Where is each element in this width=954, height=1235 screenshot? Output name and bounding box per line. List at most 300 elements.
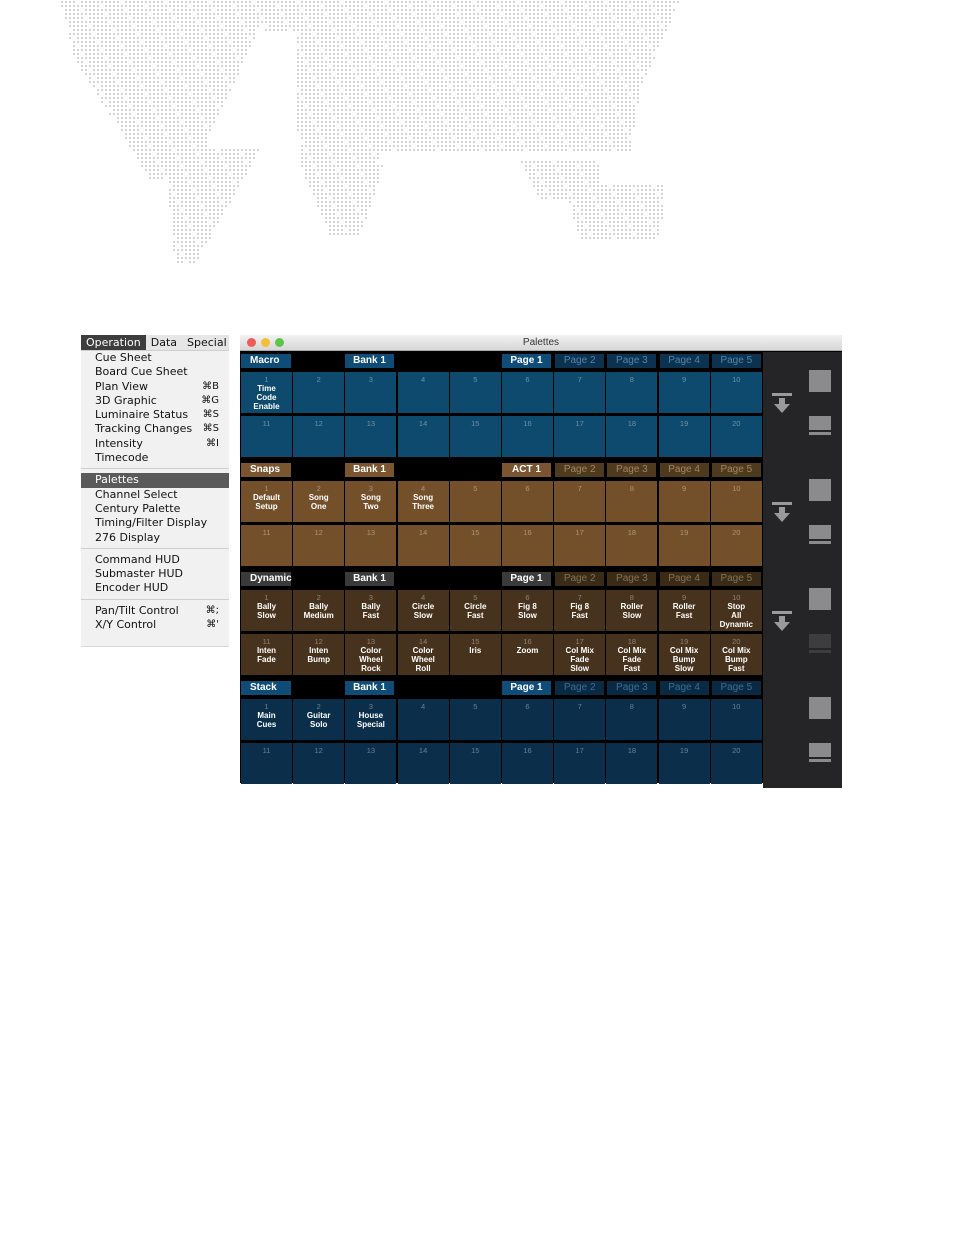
page-button-2[interactable]: Page 2 xyxy=(555,572,604,586)
menu-item-shortcut: ⌘' xyxy=(206,619,219,631)
palette-cell[interactable] xyxy=(502,699,553,740)
square-button[interactable] xyxy=(809,697,831,719)
cell-number: 3 xyxy=(368,484,373,493)
menu-separator xyxy=(81,468,229,469)
palette-cell[interactable] xyxy=(450,590,501,631)
palette-cell[interactable] xyxy=(711,743,762,784)
menu-item-label: 276 Display xyxy=(95,530,161,544)
cell-number: 14 xyxy=(418,528,428,537)
menu-item-intensity[interactable] xyxy=(81,437,229,451)
cell-label: Roller Slow xyxy=(620,602,644,620)
cell-label: Roller Fast xyxy=(672,602,696,620)
palette-cell[interactable] xyxy=(241,634,292,675)
page-button-5[interactable]: Page 5 xyxy=(712,354,761,368)
menu-item-channel-select[interactable] xyxy=(81,488,229,502)
menu-separator xyxy=(81,599,229,600)
palette-section-snaps xyxy=(240,461,842,570)
palette-cell[interactable] xyxy=(711,590,762,631)
menu-item-shortcut: ⌘; xyxy=(205,604,219,616)
cell-number: 9 xyxy=(682,593,687,602)
page-button-3[interactable]: Page 3 xyxy=(607,681,656,695)
menu-item-shortcut: ⌘G xyxy=(201,394,219,406)
menu-item-label: Intensity xyxy=(95,436,143,450)
menu-item-palettes[interactable] xyxy=(81,473,229,487)
palette-cell[interactable] xyxy=(502,590,553,631)
page-button-1[interactable]: ACT 1 xyxy=(502,463,551,477)
cell-number: 5 xyxy=(473,375,478,384)
palette-cell[interactable] xyxy=(345,416,396,457)
cell-number: 6 xyxy=(525,593,530,602)
menu-tab-data[interactable]: Data xyxy=(150,336,178,349)
palettes-window xyxy=(240,335,842,783)
cell-number: 8 xyxy=(629,702,634,711)
cell-label: Inten Bump xyxy=(307,646,331,664)
section-title[interactable]: Dynamic xyxy=(241,572,291,586)
cell-label: Guitar Solo xyxy=(306,711,331,729)
palette-cell[interactable] xyxy=(606,372,657,413)
cell-number: 6 xyxy=(525,375,530,384)
palette-cell[interactable] xyxy=(659,416,710,457)
palette-cell[interactable] xyxy=(293,699,344,740)
palette-cell[interactable] xyxy=(502,416,553,457)
palette-cell[interactable] xyxy=(450,699,501,740)
cell-number: 10 xyxy=(732,702,741,711)
cell-number: 19 xyxy=(679,746,689,755)
palette-cell[interactable] xyxy=(659,481,710,522)
menu-item-century-palette[interactable] xyxy=(81,502,229,516)
section-side-panel xyxy=(763,570,842,679)
cell-number: 14 xyxy=(418,419,428,428)
menu-item-label: Submaster HUD xyxy=(95,567,184,581)
zoom-button[interactable] xyxy=(275,338,284,347)
panel-toggle-top xyxy=(809,416,831,430)
cell-number: 7 xyxy=(577,375,582,384)
palette-cell[interactable] xyxy=(711,634,762,675)
palette-cell[interactable] xyxy=(450,743,501,784)
cell-number: 3 xyxy=(368,702,373,711)
palette-cell[interactable] xyxy=(293,416,344,457)
cell-number: 3 xyxy=(368,593,373,602)
palette-cell[interactable] xyxy=(345,372,396,413)
palette-cell[interactable] xyxy=(606,416,657,457)
palette-cell[interactable] xyxy=(345,525,396,566)
cell-number: 4 xyxy=(421,484,426,493)
page-button-2[interactable]: Page 2 xyxy=(555,681,604,695)
menu-bar xyxy=(81,335,229,351)
palette-cell[interactable] xyxy=(450,481,501,522)
cell-number: 19 xyxy=(679,419,689,428)
palette-section-stack xyxy=(240,679,842,788)
palette-cell[interactable] xyxy=(398,372,449,413)
cell-label: Bally Slow xyxy=(256,602,277,620)
cell-number: 16 xyxy=(523,419,532,428)
cell-number: 20 xyxy=(732,419,741,428)
cell-number: 13 xyxy=(366,746,376,755)
page-button-3[interactable]: Page 3 xyxy=(607,463,656,477)
cell-number: 1 xyxy=(264,702,269,711)
cell-number: 16 xyxy=(523,528,532,537)
cell-label: Iris xyxy=(469,646,482,655)
cell-label: Song Three xyxy=(412,493,434,511)
panel-toggle-top xyxy=(809,525,831,539)
palette-cell[interactable] xyxy=(241,743,292,784)
page-button-5[interactable]: Page 5 xyxy=(712,463,761,477)
palette-cell[interactable] xyxy=(241,699,292,740)
menu-item-x-y-control[interactable] xyxy=(81,618,229,632)
cell-label: Time Code Enable xyxy=(253,384,280,411)
cell-number: 12 xyxy=(314,746,323,755)
cell-number: 5 xyxy=(473,484,478,493)
menu-item-shortcut: ⌘B xyxy=(202,380,219,392)
menu-item-board-cue-sheet[interactable] xyxy=(81,365,229,379)
cell-number: 16 xyxy=(523,637,532,646)
window-titlebar xyxy=(240,335,842,351)
cell-label: House Special xyxy=(356,711,385,729)
cell-number: 11 xyxy=(262,746,271,755)
page-button-3[interactable]: Page 3 xyxy=(607,572,656,586)
palette-cell[interactable] xyxy=(345,699,396,740)
palette-cell[interactable] xyxy=(502,634,553,675)
bank-button[interactable]: Bank 1 xyxy=(345,572,394,586)
cell-number: 4 xyxy=(421,702,426,711)
menu-item-cue-sheet[interactable] xyxy=(81,351,229,365)
move-down-icon[interactable] xyxy=(771,501,793,523)
palette-cell[interactable] xyxy=(554,372,605,413)
cell-number: 19 xyxy=(679,528,689,537)
palette-cell[interactable] xyxy=(398,634,449,675)
cell-number: 11 xyxy=(262,419,271,428)
panel-toggle-top xyxy=(809,743,831,757)
page-button-1[interactable]: Page 1 xyxy=(502,681,551,695)
world-map-dot-graphic xyxy=(0,0,954,270)
menu-item-label: Palettes xyxy=(95,473,139,487)
palette-cell[interactable] xyxy=(502,743,553,784)
palette-cell[interactable] xyxy=(241,416,292,457)
page-button-2[interactable]: Page 2 xyxy=(555,354,604,368)
palette-cell[interactable] xyxy=(554,699,605,740)
menu-separator xyxy=(81,548,229,549)
section-side-panel xyxy=(763,679,842,788)
menu-tab-operation[interactable]: Operation xyxy=(81,335,146,350)
cell-label: Circle Slow xyxy=(411,602,435,620)
cell-number: 8 xyxy=(629,593,634,602)
cell-number: 8 xyxy=(629,375,634,384)
cell-number: 18 xyxy=(627,637,637,646)
cell-number: 11 xyxy=(262,528,271,537)
panel-toggle-bar xyxy=(809,432,831,435)
page-button-1[interactable]: Page 1 xyxy=(502,572,551,586)
cell-number: 15 xyxy=(471,746,480,755)
cell-label: Col Mix Bump Fast xyxy=(722,646,751,673)
cell-number: 18 xyxy=(627,528,637,537)
cell-number: 7 xyxy=(577,593,582,602)
cell-label: Inten Fade xyxy=(256,646,277,664)
menu-item-label: Command HUD xyxy=(95,552,180,566)
menu-item-label: Pan/Tilt Control xyxy=(95,603,179,617)
bank-button[interactable]: Bank 1 xyxy=(345,681,394,695)
menu-item-tracking-changes[interactable] xyxy=(81,422,229,436)
cell-number: 9 xyxy=(682,702,687,711)
palette-cell[interactable] xyxy=(554,590,605,631)
cell-label: Color Wheel Roll xyxy=(411,646,435,673)
palette-cell[interactable] xyxy=(345,481,396,522)
section-side-panel xyxy=(763,461,842,570)
cell-number: 10 xyxy=(732,593,741,602)
page-button-4[interactable]: Page 4 xyxy=(660,572,709,586)
cell-number: 17 xyxy=(575,419,584,428)
cell-number: 6 xyxy=(525,484,530,493)
square-button[interactable] xyxy=(809,370,831,392)
palette-cell[interactable] xyxy=(450,416,501,457)
cell-number: 9 xyxy=(682,484,687,493)
cell-number: 6 xyxy=(525,702,530,711)
cell-label: Circle Fast xyxy=(464,602,487,620)
palette-cell[interactable] xyxy=(398,416,449,457)
palette-cell[interactable] xyxy=(711,699,762,740)
menu-item-command-hud[interactable] xyxy=(81,553,229,567)
palette-cell[interactable] xyxy=(606,590,657,631)
bank-button[interactable]: Bank 1 xyxy=(345,463,394,477)
cell-number: 19 xyxy=(679,637,689,646)
panel-toggle-button[interactable] xyxy=(809,743,831,765)
cell-number: 18 xyxy=(627,419,637,428)
move-down-icon[interactable] xyxy=(771,610,793,632)
cell-number: 5 xyxy=(473,593,478,602)
cell-number: 1 xyxy=(264,484,269,493)
page-button-1[interactable]: Page 1 xyxy=(502,354,551,368)
cell-label: Main Cues xyxy=(256,711,277,729)
palette-cell[interactable] xyxy=(554,634,605,675)
section-title[interactable]: Stack xyxy=(241,681,291,695)
menu-item-3d-graphic[interactable] xyxy=(81,394,229,408)
cell-number: 17 xyxy=(575,746,584,755)
cell-label: Fig 8 Slow xyxy=(518,602,537,620)
cell-number: 11 xyxy=(262,637,271,646)
panel-toggle-bar xyxy=(809,541,831,544)
palette-cell[interactable] xyxy=(293,743,344,784)
palette-cell[interactable] xyxy=(450,634,501,675)
menu-item-label: Board Cue Sheet xyxy=(95,365,188,379)
cell-number: 4 xyxy=(421,375,426,384)
cell-number: 12 xyxy=(314,419,323,428)
palette-cell[interactable] xyxy=(659,525,710,566)
palette-cell[interactable] xyxy=(241,590,292,631)
cell-number: 2 xyxy=(316,375,321,384)
cell-number: 17 xyxy=(575,637,584,646)
cell-label: Fig 8 Fast xyxy=(570,602,590,620)
palette-cell[interactable] xyxy=(450,372,501,413)
cell-number: 15 xyxy=(471,637,480,646)
menu-item-label: Channel Select xyxy=(95,487,178,501)
cell-number: 8 xyxy=(629,484,634,493)
cell-label: Bally Medium xyxy=(303,602,334,620)
cell-label: Bally Fast xyxy=(361,602,381,620)
cell-number: 20 xyxy=(732,746,741,755)
cell-number: 17 xyxy=(575,528,584,537)
menu-item-timecode[interactable] xyxy=(81,451,229,465)
palette-cell[interactable] xyxy=(659,634,710,675)
cell-number: 5 xyxy=(473,702,478,711)
cell-number: 2 xyxy=(316,484,321,493)
close-button[interactable] xyxy=(247,338,256,347)
menu-item-label: X/Y Control xyxy=(95,618,157,632)
palette-cell[interactable] xyxy=(398,699,449,740)
palette-cell[interactable] xyxy=(659,372,710,413)
panel-toggle-button[interactable] xyxy=(809,416,831,438)
page-button-5[interactable]: Page 5 xyxy=(712,572,761,586)
cell-number: 4 xyxy=(421,593,426,602)
cell-number: 12 xyxy=(314,528,323,537)
cell-number: 13 xyxy=(366,419,376,428)
palette-cell[interactable] xyxy=(398,481,449,522)
palette-cell[interactable] xyxy=(293,372,344,413)
palette-cell[interactable] xyxy=(554,743,605,784)
menu-item-pan-tilt-control[interactable] xyxy=(81,604,229,618)
menu-item-plan-view[interactable] xyxy=(81,380,229,394)
menu-item-submaster-hud[interactable] xyxy=(81,567,229,581)
cell-number: 1 xyxy=(264,375,269,384)
window-title: Palettes xyxy=(522,337,560,348)
cell-number: 9 xyxy=(682,375,687,384)
palette-cell[interactable] xyxy=(293,634,344,675)
menu-tab-special[interactable]: Special xyxy=(187,336,227,349)
move-down-icon[interactable] xyxy=(771,392,793,414)
minimize-button[interactable] xyxy=(261,338,270,347)
palette-cell[interactable] xyxy=(711,416,762,457)
palette-cell[interactable] xyxy=(659,590,710,631)
palette-cell[interactable] xyxy=(711,525,762,566)
palette-cell[interactable] xyxy=(293,590,344,631)
cell-label: Col Mix Fade Slow xyxy=(565,646,594,673)
cell-number: 14 xyxy=(418,746,428,755)
palette-cell[interactable] xyxy=(711,372,762,413)
menu-item-shortcut: ⌘S xyxy=(202,423,219,435)
page-button-2[interactable]: Page 2 xyxy=(555,463,604,477)
cell-label: Song One xyxy=(308,493,329,511)
page-button-4[interactable]: Page 4 xyxy=(660,354,709,368)
palette-cell[interactable] xyxy=(502,525,553,566)
cell-number: 12 xyxy=(314,637,323,646)
panel-toggle-bar xyxy=(809,759,831,762)
menu-item-label: 3D Graphic xyxy=(95,393,157,407)
cell-number: 1 xyxy=(264,593,269,602)
section-title[interactable]: Macro xyxy=(241,354,291,368)
cell-number: 15 xyxy=(471,419,480,428)
section-side-panel xyxy=(763,352,842,461)
panel-toggle-button[interactable] xyxy=(809,634,831,656)
palette-cell[interactable] xyxy=(293,525,344,566)
palette-cell[interactable] xyxy=(241,525,292,566)
cell-number: 16 xyxy=(523,746,532,755)
cell-number: 13 xyxy=(366,528,376,537)
palette-cell[interactable] xyxy=(502,372,553,413)
palette-cell[interactable] xyxy=(659,743,710,784)
menu-item-luminaire-status[interactable] xyxy=(81,408,229,422)
palette-cell[interactable] xyxy=(606,699,657,740)
palette-cell[interactable] xyxy=(398,525,449,566)
menu-item-shortcut: ⌘S xyxy=(202,409,219,421)
cell-label: Col Mix Fade Fast xyxy=(617,646,647,673)
menu-item-label: Cue Sheet xyxy=(95,351,152,364)
page-button-4[interactable]: Page 4 xyxy=(660,681,709,695)
cell-number: 15 xyxy=(471,528,480,537)
bank-button[interactable]: Bank 1 xyxy=(345,354,394,368)
cell-label: Color Wheel Rock xyxy=(359,646,383,673)
cell-label: Song Two xyxy=(360,493,381,511)
cell-number: 3 xyxy=(368,375,373,384)
menu-item-276-display[interactable] xyxy=(81,531,229,545)
palette-section-macro xyxy=(240,352,842,461)
menu-item-shortcut: ⌘I xyxy=(206,437,219,449)
cell-number: 10 xyxy=(732,375,741,384)
menu-item-label: Luminaire Status xyxy=(95,408,189,422)
palette-cell[interactable] xyxy=(241,481,292,522)
cell-number: 13 xyxy=(366,637,376,646)
page-button-4[interactable]: Page 4 xyxy=(660,463,709,477)
palette-cell[interactable] xyxy=(398,743,449,784)
square-button[interactable] xyxy=(809,479,831,501)
menu-item-label: Encoder HUD xyxy=(95,581,169,595)
menu-item-label: Plan View xyxy=(95,379,149,393)
cell-number: 2 xyxy=(316,593,321,602)
cell-label: Zoom xyxy=(516,646,539,655)
panel-toggle-top xyxy=(809,634,831,648)
menu-item-label: Timing/Filter Display xyxy=(95,516,208,530)
palette-cell[interactable] xyxy=(293,481,344,522)
palette-cell[interactable] xyxy=(345,634,396,675)
palette-cell[interactable] xyxy=(659,699,710,740)
palette-cell[interactable] xyxy=(450,525,501,566)
menu-item-label: Century Palette xyxy=(95,501,181,515)
palette-cell[interactable] xyxy=(554,481,605,522)
menu-item-encoder-hud[interactable] xyxy=(81,581,229,595)
panel-toggle-bar xyxy=(809,650,831,653)
palette-section-dynamic xyxy=(240,570,842,679)
palette-cell[interactable] xyxy=(241,372,292,413)
palette-cell[interactable] xyxy=(711,481,762,522)
palette-cell[interactable] xyxy=(554,525,605,566)
palette-cell[interactable] xyxy=(502,481,553,522)
palette-cell[interactable] xyxy=(554,416,605,457)
palette-cell[interactable] xyxy=(345,590,396,631)
cell-number: 20 xyxy=(732,637,741,646)
menu-item-timing-filter-display[interactable] xyxy=(81,516,229,530)
palette-cell[interactable] xyxy=(606,481,657,522)
palette-cell[interactable] xyxy=(606,525,657,566)
palette-cell[interactable] xyxy=(345,743,396,784)
cell-number: 2 xyxy=(316,702,321,711)
palette-cell[interactable] xyxy=(398,590,449,631)
cell-label: Default Setup xyxy=(252,493,281,511)
cell-number: 20 xyxy=(732,528,741,537)
cell-number: 18 xyxy=(627,746,637,755)
page-button-3[interactable]: Page 3 xyxy=(607,354,656,368)
cell-number: 7 xyxy=(577,484,582,493)
square-button[interactable] xyxy=(809,588,831,610)
palette-cell[interactable] xyxy=(606,743,657,784)
panel-toggle-button[interactable] xyxy=(809,525,831,547)
operation-menu xyxy=(81,335,229,647)
cell-number: 14 xyxy=(418,637,428,646)
cell-number: 10 xyxy=(732,484,741,493)
cell-label: Col Mix Bump Slow xyxy=(669,646,699,673)
menu-item-label: Timecode xyxy=(95,451,149,465)
cell-label: Stop All Dynamic xyxy=(719,602,753,629)
page-button-5[interactable]: Page 5 xyxy=(712,681,761,695)
palette-cell[interactable] xyxy=(606,634,657,675)
cell-number: 7 xyxy=(577,702,582,711)
section-title[interactable]: Snaps xyxy=(241,463,291,477)
